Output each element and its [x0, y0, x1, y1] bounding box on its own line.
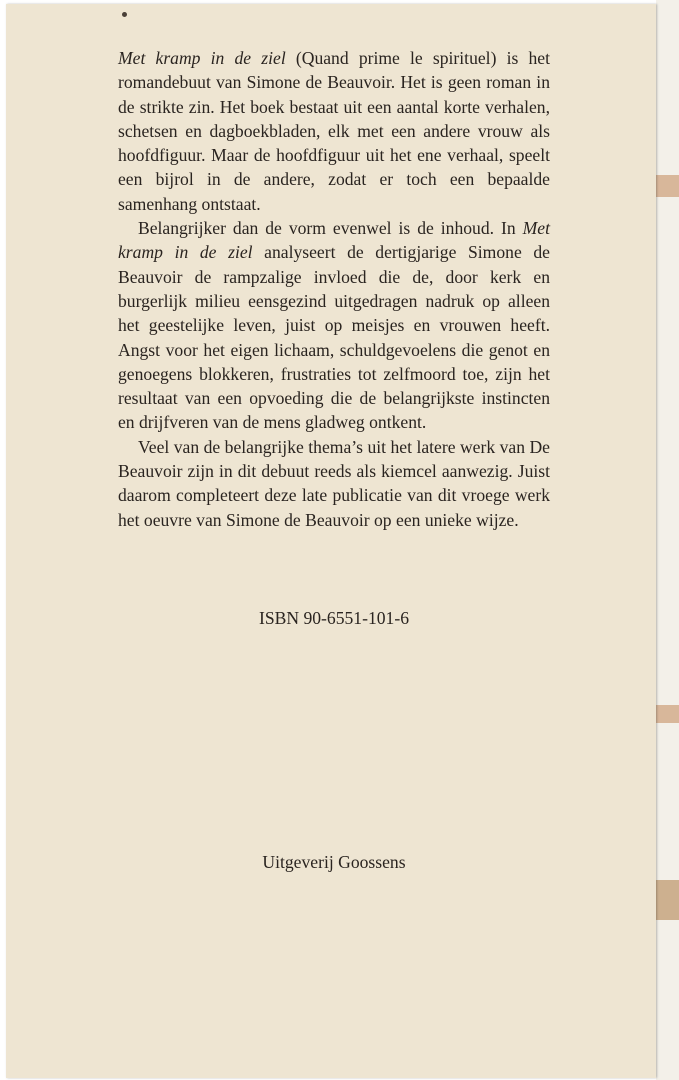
isbn-number: ISBN 90-6551-101-6: [258, 608, 410, 628]
paragraph-lead: Belangrijker dan de vorm evenwel is de inhoud. In: [138, 218, 523, 239]
paragraph-text: analyseert de dertigjarige Simone de Beauvoir de rampzalige invloed die de, door kerk en burgerlijk milieu eensgezind uitgedragen nadruk op alleen het geestelijke leven, juist op meisjes en vrouwen heeft. Angst voor het eigen lichaam, schuldgevoelens die genot en genoegens blokkeren, frustraties tot zelfmoord toe, zijn het resultaat van een opvoeding die de belangrijkste instincten en drijfveren van de mens gladweg ontkent.: [118, 242, 550, 433]
blurb-paragraph-3: [118, 435, 550, 532]
book-title-italic: Met kramp in de ziel: [118, 48, 286, 68]
back-cover: [6, 4, 656, 1078]
blurb-paragraph-2: [118, 216, 550, 435]
print-speck: [122, 12, 127, 17]
paragraph-text: (Quand prime le spirituel) is het romandebuut van Simone de Beauvoir. Het is geen roman in de strikte zin. Het boek bestaat uit een aantal korte verhalen, schetsen en dagboekbladen, elk met een andere vrouw als hoofdfiguur. Maar de hoofdfiguur uit het ene verhaal, speelt een bijrol in de andere, zodat er toch een bepaalde samenhang ontstaat.: [118, 48, 550, 214]
publisher-name: Uitgeverij Goossens: [262, 852, 406, 872]
paragraph-text: Veel van de belangrijke thema’s uit het latere werk van De Beauvoir zijn in dit debuut reeds als kiemcel aanwezig. Juist daarom completeert deze late publicatie van dit vroege werk het oeuvre van Simone de Beauvoir op een unieke wijze.: [118, 436, 550, 530]
blurb-paragraph-1: [118, 46, 550, 216]
blurb-text: [118, 46, 550, 532]
book-title-italic: Met kramp in de ziel: [118, 218, 550, 263]
